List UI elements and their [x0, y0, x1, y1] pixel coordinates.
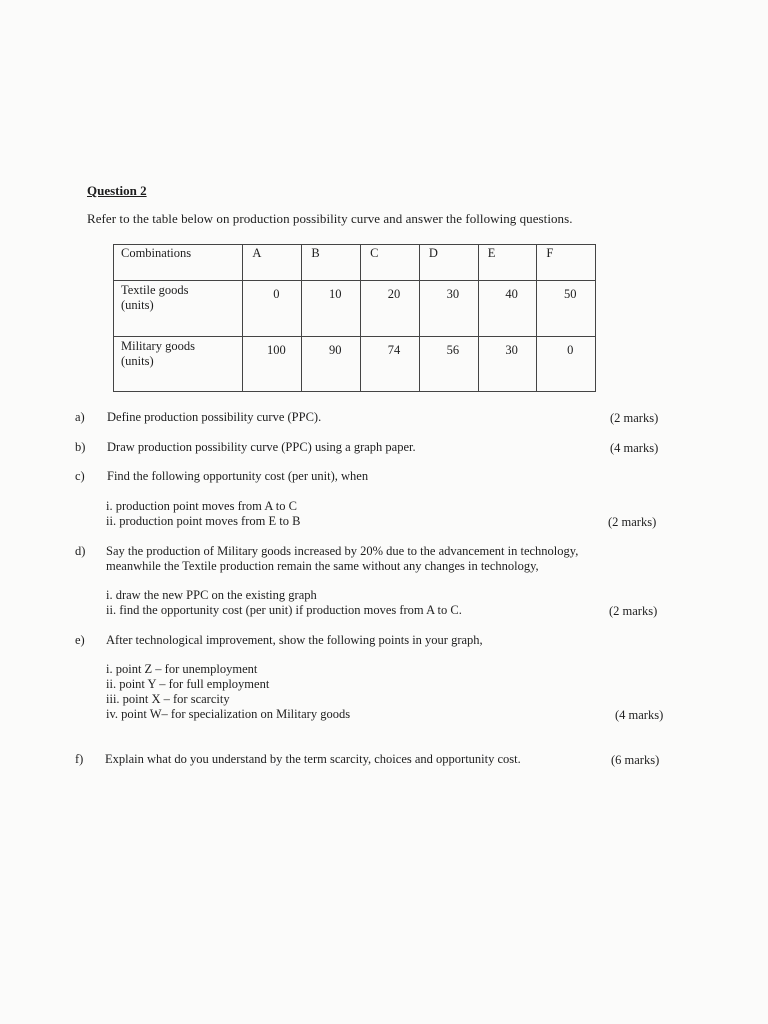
- table-cell: [361, 337, 420, 392]
- part-a-letter: a): [75, 410, 85, 424]
- table-header-row: [114, 245, 596, 281]
- table-row: [114, 337, 596, 392]
- row-label-line1: Textile goods: [121, 283, 189, 297]
- cell-value: 30: [446, 287, 460, 301]
- table-cell: [419, 337, 478, 392]
- part-e-item-1: i. point Z – for unemployment: [106, 662, 258, 676]
- question-title: Question 2: [87, 183, 147, 198]
- part-e-item-3: iii. point X – for scarcity: [106, 692, 230, 706]
- cell-value: 0: [273, 287, 280, 301]
- cell-value: 50: [563, 287, 577, 301]
- cell-value: 20: [387, 287, 401, 301]
- row-label: [114, 281, 243, 337]
- table-row: [114, 281, 596, 337]
- table-cell: [419, 281, 478, 337]
- part-e-text: After technological improvement, show the following points in your graph,: [106, 633, 483, 647]
- table-cell: [243, 337, 302, 392]
- cell-value: 30: [505, 343, 518, 357]
- part-a-text: Define production possibility curve (PPC).: [107, 410, 322, 424]
- table-cell: [302, 337, 361, 392]
- part-d-line1: Say the production of Military goods increased by 20% due to the advancement in technology,: [106, 544, 579, 558]
- cell-value: 74: [387, 343, 401, 357]
- part-a-marks: (2 marks): [610, 411, 659, 425]
- table-cell: [302, 281, 361, 337]
- cell-value: 56: [446, 343, 460, 357]
- part-c-marks: (2 marks): [608, 515, 657, 529]
- part-d-marks: (2 marks): [609, 604, 658, 618]
- part-b-text: Draw production possibility curve (PPC) using a graph paper.: [107, 440, 416, 454]
- part-d-line2: meanwhile the Textile production remain the same without any changes in technology,: [106, 559, 539, 573]
- part-e-letter: e): [75, 633, 85, 647]
- part-c-letter: c): [75, 469, 85, 483]
- table-col-e: E: [478, 245, 537, 281]
- part-d-letter: d): [75, 544, 86, 558]
- part-c-text: Find the following opportunity cost (per unit), when: [107, 469, 369, 483]
- part-f-text: Explain what do you understand by the term scarcity, choices and opportunity cost.: [105, 752, 521, 766]
- row-label-line2: (units): [121, 354, 154, 368]
- table-col-b: B: [302, 245, 361, 281]
- table-cell: [478, 337, 537, 392]
- table-col-f: F: [537, 245, 596, 281]
- cell-value: 0: [567, 343, 574, 357]
- part-c-item-1: i. production point moves from A to C: [106, 499, 297, 513]
- part-b-letter: b): [75, 440, 86, 454]
- cell-value: 90: [328, 343, 342, 357]
- table-cell: [478, 281, 537, 337]
- question-intro: Refer to the table below on production possibility curve and answer the following questions.: [87, 211, 573, 226]
- row-label-line2: (units): [121, 298, 154, 312]
- table-cell: [243, 281, 302, 337]
- table-header-label: Combinations: [114, 245, 243, 281]
- part-e-marks: (4 marks): [615, 708, 664, 722]
- row-label-line1: Military goods: [121, 339, 195, 353]
- part-e-item-2: ii. point Y – for full employment: [106, 677, 270, 691]
- table-col-d: D: [419, 245, 478, 281]
- part-f-marks: (6 marks): [611, 753, 660, 767]
- cell-value: 10: [328, 287, 342, 301]
- table-cell: [537, 281, 596, 337]
- part-f-letter: f): [75, 752, 84, 766]
- table-cell: [537, 337, 596, 392]
- part-d-item-1: i. draw the new PPC on the existing graph: [106, 588, 317, 602]
- part-d-item-2: ii. find the opportunity cost (per unit) if production moves from A to C.: [106, 603, 462, 617]
- table-col-c: C: [361, 245, 420, 281]
- row-label: [114, 337, 243, 392]
- cell-value: 100: [266, 343, 286, 357]
- table-cell: [361, 281, 420, 337]
- part-c-item-2: ii. production point moves from E to B: [106, 514, 301, 528]
- part-b-marks: (4 marks): [610, 441, 659, 455]
- part-e-item-4: iv. point W– for specialization on Military goods: [106, 707, 351, 721]
- ppc-table: [113, 244, 596, 392]
- table-col-a: A: [243, 245, 302, 281]
- cell-value: 40: [505, 287, 518, 301]
